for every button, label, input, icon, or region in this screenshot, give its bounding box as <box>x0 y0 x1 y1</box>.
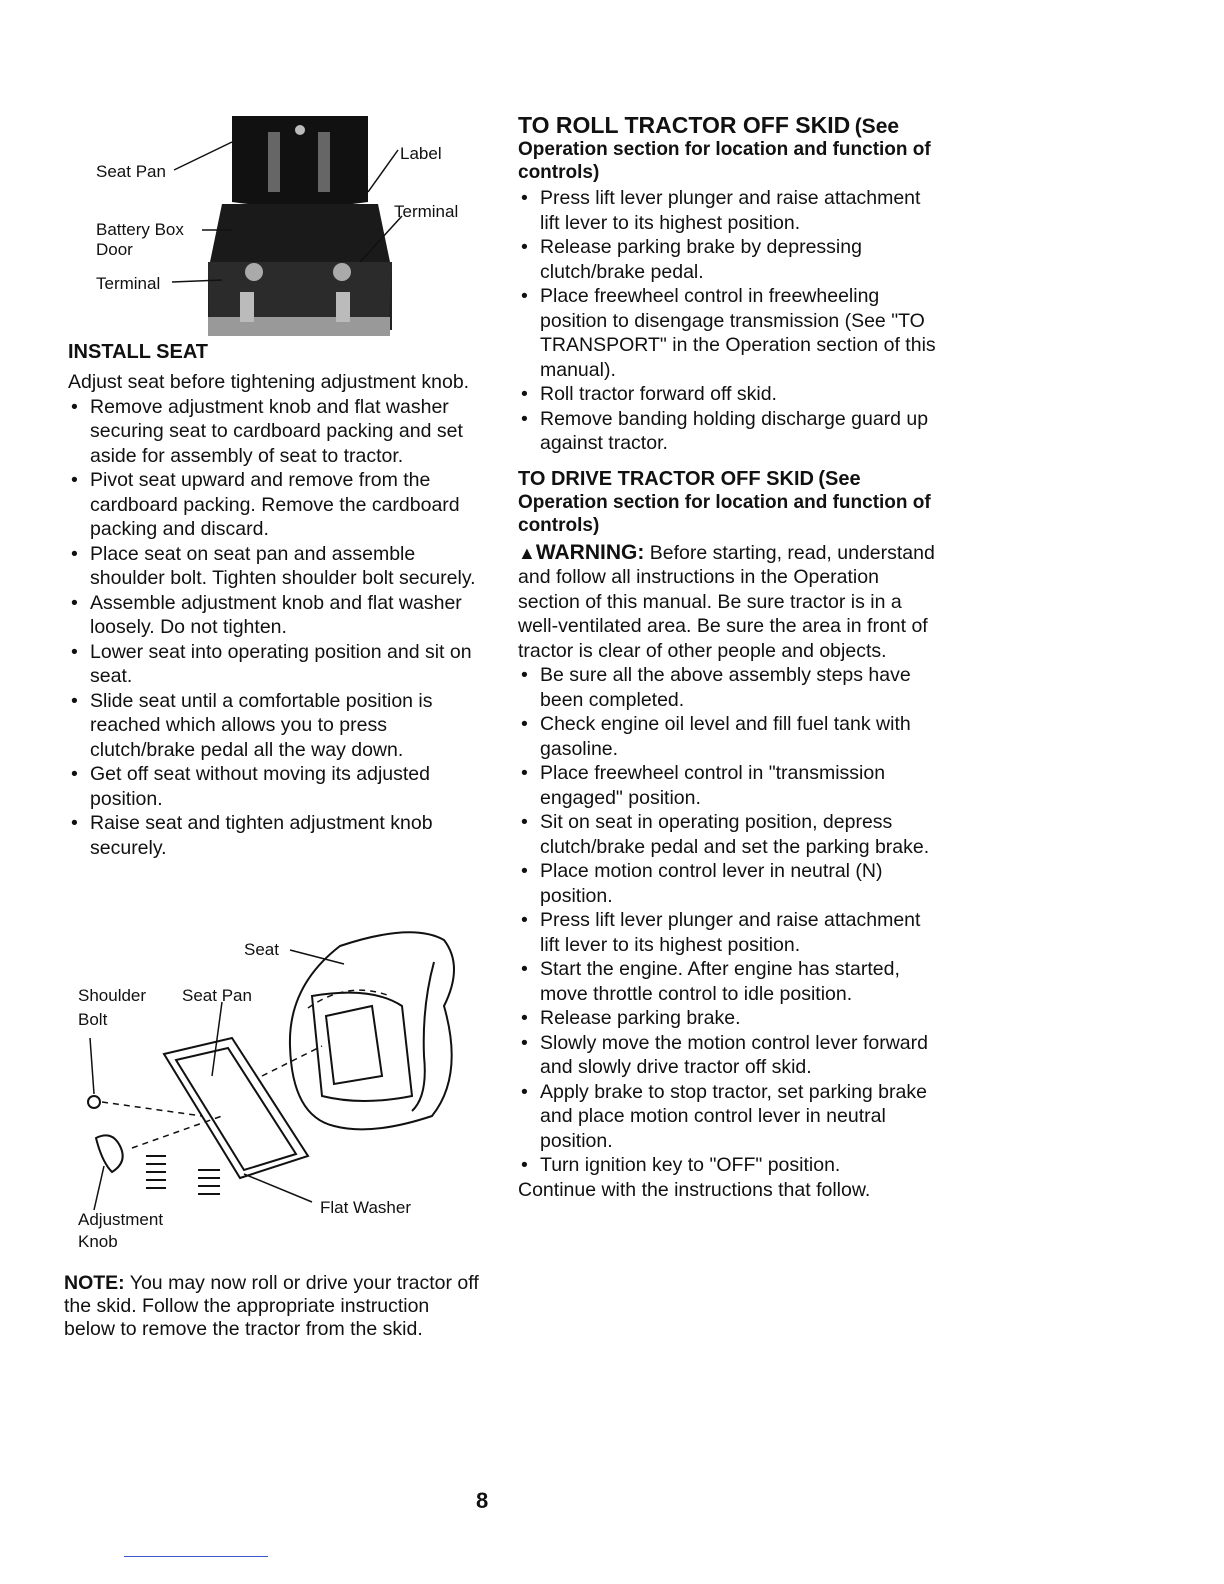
footer-divider <box>124 1556 268 1557</box>
warning-text: Before starting, read, understand and follow all instructions in the Operation section of this manual. Be sure tractor is in a well-ventilated area. Be sure the area in front of tractor is clear of other people and objects. <box>518 541 935 662</box>
label-terminal-left: Terminal <box>96 274 161 293</box>
label-shoulder: Shoulder <box>78 986 147 1005</box>
drive-off-list <box>518 663 938 1178</box>
list-item: • Release parking brake by depressing clutch/brake pedal. <box>518 235 938 284</box>
list-item: • Check engine oil level and fill fuel tank with gasoline. <box>518 712 938 761</box>
list-item: • Be sure all the above assembly steps have been completed. <box>518 663 938 712</box>
roll-off-heading-see: (See <box>854 115 900 138</box>
install-seat-intro: Adjust seat before tightening adjustment knob. <box>68 371 470 393</box>
label-seat: Seat <box>244 940 279 959</box>
label-knob: Knob <box>78 1232 118 1251</box>
label-flat-washer: Flat Washer <box>320 1198 412 1217</box>
list-item: • Raise seat and tighten adjustment knob securely. <box>68 811 483 860</box>
list-item: • Turn ignition key to "OFF" position. <box>518 1153 938 1178</box>
note-paragraph <box>64 1272 482 1341</box>
list-item: • Remove banding holding discharge guard up against tractor. <box>518 407 938 456</box>
right-column <box>518 112 938 1202</box>
list-item: • Place freewheel control in freewheeling position to disengage transmission (See "TO TRANSPORT" in the Operation section of this manual). <box>518 284 938 382</box>
left-column <box>68 340 483 860</box>
label-battery-box: Battery Box <box>96 220 184 239</box>
list-item: • Get off seat without moving its adjusted position. <box>68 762 483 811</box>
label-adjustment: Adjustment <box>78 1210 164 1229</box>
label-terminal-right: Terminal <box>394 202 459 221</box>
page-number: 8 <box>476 1488 489 1513</box>
label-door: Door <box>96 240 133 259</box>
list-item: • Start the engine. After engine has started, move throttle control to idle position. <box>518 957 938 1006</box>
install-seat-heading: INSTALL SEAT <box>68 341 208 363</box>
drive-off-heading-main: TO DRIVE TRACTOR OFF SKID <box>518 467 814 490</box>
roll-off-heading-main: TO ROLL TRACTOR OFF SKID <box>518 112 851 138</box>
list-item: • Lower seat into operating position and sit on seat. <box>68 640 483 689</box>
label-seat-pan: Seat Pan <box>96 162 166 181</box>
drive-off-heading <box>518 468 938 491</box>
note-label: NOTE: <box>64 1272 125 1294</box>
install-seat-list <box>68 395 483 861</box>
list-item: • Place motion control lever in neutral (N) position. <box>518 859 938 908</box>
seat-assembly-illustration <box>72 926 482 1256</box>
drive-off-heading-sub: Operation section for location and function of controls) <box>518 491 931 536</box>
list-item: • Sit on seat in operating position, depress clutch/brake pedal and set the parking brake. <box>518 810 938 859</box>
list-item: • Place freewheel control in "transmission engaged" position. <box>518 761 938 810</box>
list-item: • Press lift lever plunger and raise attachment lift lever to its highest position. <box>518 186 938 235</box>
label-label: Label <box>400 144 442 163</box>
warning-label: WARNING: <box>535 540 645 564</box>
drive-off-heading-see: (See <box>818 467 861 490</box>
label-bolt: Bolt <box>78 1010 108 1029</box>
warning-triangle-icon: ▲ <box>518 542 536 563</box>
roll-off-heading <box>518 112 938 138</box>
note-text: You may now roll or drive your tractor off the skid. Follow the appropriate instruction below to remove the tractor from the skid. <box>64 1272 479 1340</box>
closing-text: Continue with the instructions that follow. <box>518 1178 871 1201</box>
list-item: • Pivot seat upward and remove from the cardboard packing. Remove the cardboard packing and discard. <box>68 468 483 542</box>
list-item: • Slide seat until a comfortable position is reached which allows you to press clutch/brake pedal all the way down. <box>68 689 483 763</box>
list-item: • Press lift lever plunger and raise attachment lift lever to its highest position. <box>518 908 938 957</box>
list-item: • Apply brake to stop tractor, set parking brake and place motion control lever in neutral position. <box>518 1080 938 1154</box>
list-item: • Release parking brake. <box>518 1006 938 1031</box>
label-seat-pan-2: Seat Pan <box>182 986 252 1005</box>
seat-assembly-figure <box>72 926 482 1256</box>
list-item: • Roll tractor forward off skid. <box>518 382 938 407</box>
list-item: • Assemble adjustment knob and flat washer loosely. Do not tighten. <box>68 591 483 640</box>
list-item: • Remove adjustment knob and flat washer securing seat to cardboard packing and set aside for assembly of seat to tractor. <box>68 395 483 469</box>
roll-off-heading-sub: Operation section for location and function of controls) <box>518 139 931 183</box>
battery-box-figure <box>90 112 490 342</box>
warning-paragraph <box>518 541 938 664</box>
list-item: • Slowly move the motion control lever forward and slowly drive tractor off skid. <box>518 1031 938 1080</box>
list-item: • Place seat on seat pan and assemble shoulder bolt. Tighten shoulder bolt securely. <box>68 542 483 591</box>
roll-off-list <box>518 186 938 456</box>
